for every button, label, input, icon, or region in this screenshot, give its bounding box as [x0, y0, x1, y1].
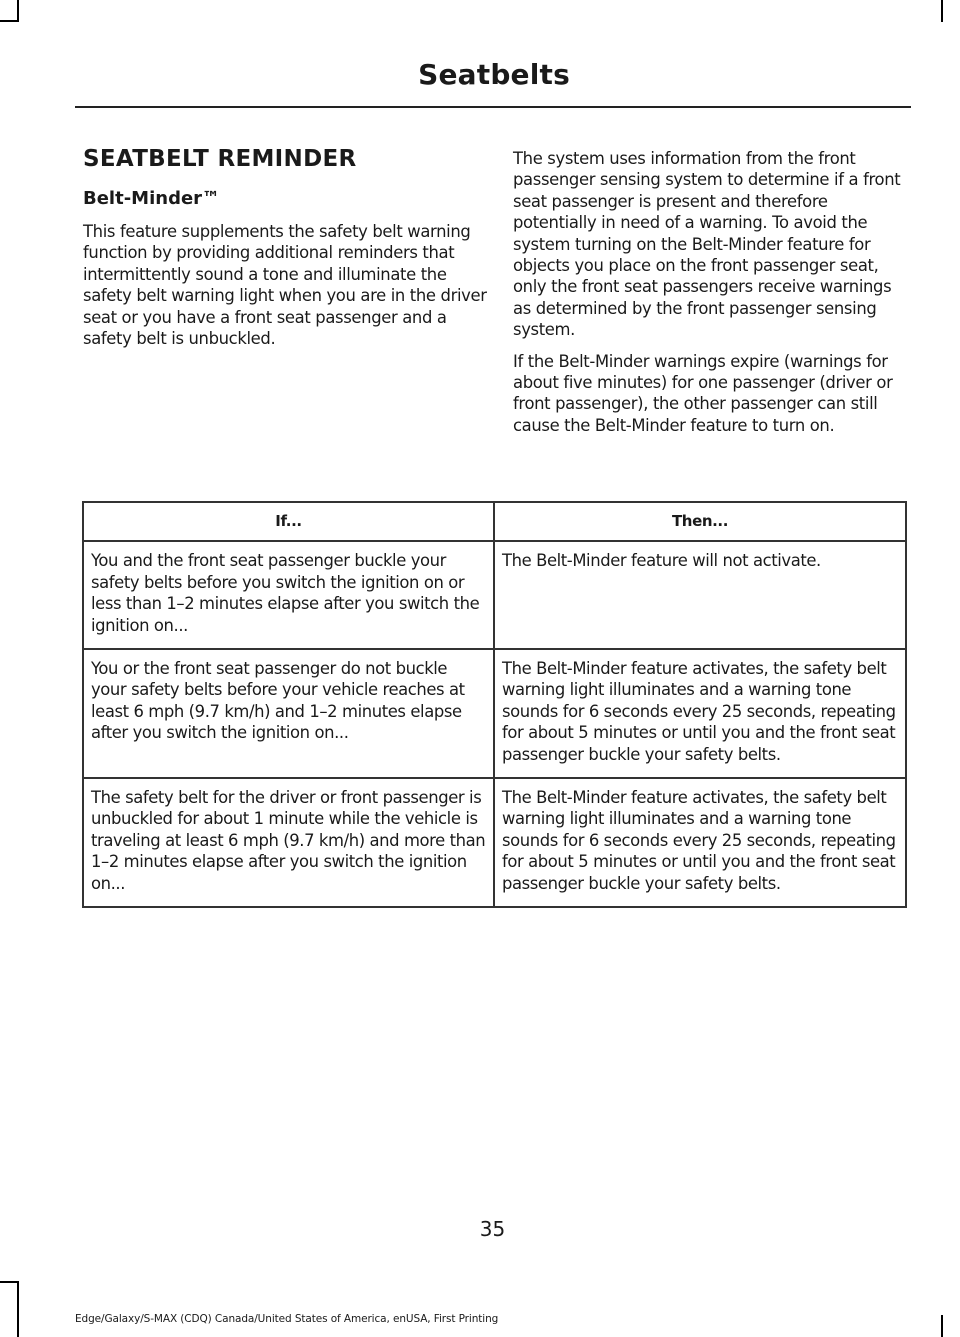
crop-mark-bottom-right: [941, 1315, 943, 1337]
subsection-title: Belt-Minder™: [83, 188, 221, 209]
crop-mark-bottom-left-h: [0, 1281, 19, 1283]
column-header-if: If...: [83, 502, 494, 541]
header-divider: [75, 106, 911, 108]
table-row: [83, 541, 906, 649]
table-cell-result: The Belt-Minder feature activates, the safety belt warning light illuminates and a warning tone sounds for 6 seconds every 25 seconds, repeating for about 5 minutes or until you and the front seat passenger buckle your safety belts.: [494, 649, 906, 778]
crop-mark-bottom-left-v: [17, 1281, 19, 1337]
crop-mark-top-left-h: [0, 20, 19, 22]
page-header-title: Seatbelts: [418, 58, 570, 91]
table-cell-result: The Belt-Minder feature will not activate.: [494, 541, 906, 649]
table-cell-condition: You or the front seat passenger do not buckle your safety belts before your vehicle reaches at least 6 mph (9.7 km/h) and 1–2 minutes elapse after you switch the ignition on...: [83, 649, 494, 778]
table-row: [83, 649, 906, 778]
table-cell-result: The Belt-Minder feature activates, the safety belt warning light illuminates and a warning tone sounds for 6 seconds every 25 seconds, repeating for about 5 minutes or until you and the front seat passenger buckle your safety belts.: [494, 778, 906, 907]
intro-paragraph: This feature supplements the safety belt warning function by providing additional reminders that intermittently sound a tone and illuminate the safety belt warning light when you are in the driver seat or you have a front seat passenger and a safety belt is unbuckled.: [83, 222, 487, 349]
section-title: SEATBELT REMINDER: [83, 146, 357, 172]
column-header-then: Then...: [494, 502, 906, 541]
right-column: [513, 148, 908, 446]
paragraph: The system uses information from the front passenger sensing system to determine if a front seat passenger is present and therefore potentially in need of a warning. To avoid the system turning on the Belt-Minder feature for objects you place on the front passenger seat, only the front seat passengers receive warnings as determined by the front passenger sensing system.: [513, 149, 901, 340]
table-cell-condition: The safety belt for the driver or front passenger is unbuckled for about 1 minute while the vehicle is traveling at least 6 mph (9.7 km/h) and more than 1–2 minutes elapse after you switch the ignition on...: [83, 778, 494, 907]
table-cell-condition: You and the front seat passenger buckle your safety belts before you switch the ignition on or less than 1–2 minutes elapse after you switch the ignition on...: [83, 541, 494, 649]
left-column: [83, 146, 488, 359]
table-header-row: [83, 502, 906, 541]
table-row: [83, 778, 906, 907]
crop-mark-top-left-v: [17, 0, 19, 22]
crop-mark-top-right: [941, 0, 943, 22]
paragraph: If the Belt-Minder warnings expire (warnings for about five minutes) for one passenger (driver or front passenger), the other passenger can still cause the Belt-Minder feature to turn on.: [513, 351, 893, 435]
page-number: 35: [479, 1217, 506, 1241]
footer-text: Edge/Galaxy/S-MAX (CDQ) Canada/United States of America, enUSA, First Printing: [75, 1313, 499, 1325]
belt-minder-table: [82, 501, 907, 908]
